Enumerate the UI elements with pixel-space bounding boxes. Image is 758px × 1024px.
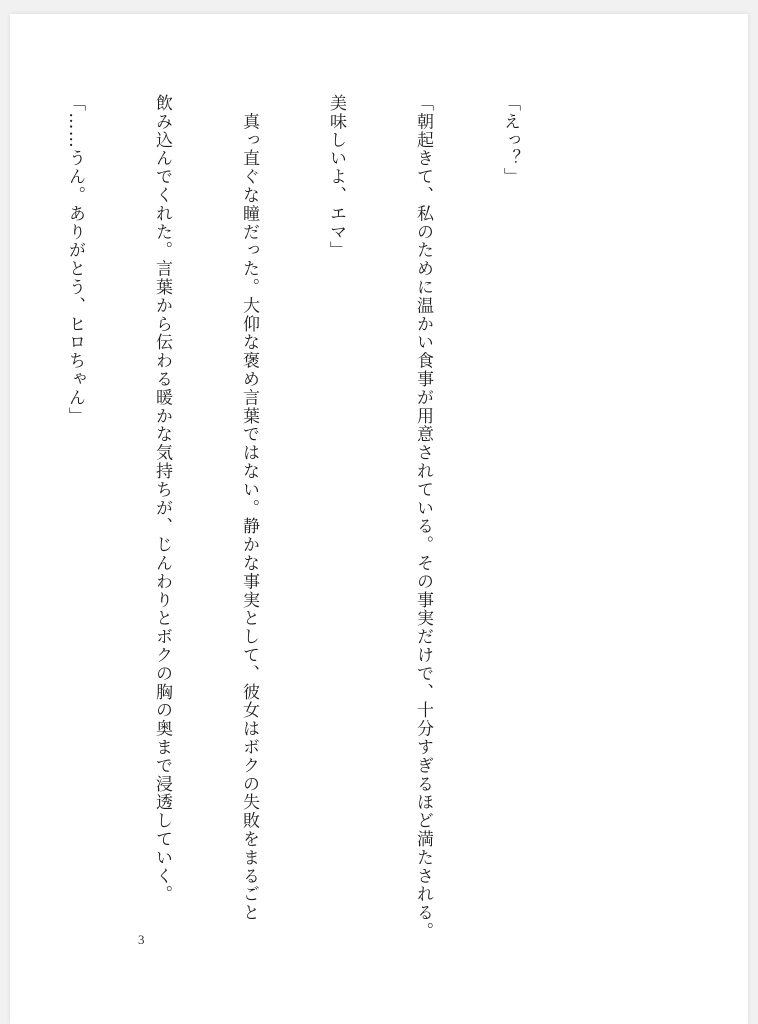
text-line: 真っ直ぐな瞳だった。大仰な褒め言葉ではない。静かな事実として、彼女はボクの失敗をまるごと xyxy=(239,94,259,922)
book-page xyxy=(10,14,748,1024)
text-line: 飲み込んでくれた。言葉から伝わる暖かな気持ちが、じんわりとボクの胸の奥まで浸透していく。 xyxy=(152,94,172,904)
vertical-text-body xyxy=(0,94,582,941)
text-line: 「えっ？」 xyxy=(500,94,520,186)
text-line: 「朝起きて、私のために温かい食事が用意されている。その事実だけで、十分すぎるほど満たされる。 xyxy=(413,94,433,941)
text-line xyxy=(0,94,2,794)
page-number: 3 xyxy=(138,932,145,947)
text-line: 美味しいよ、エマ」 xyxy=(326,94,346,260)
text-line: 「……うん。ありがとう、ヒロちゃん」 xyxy=(65,94,85,426)
